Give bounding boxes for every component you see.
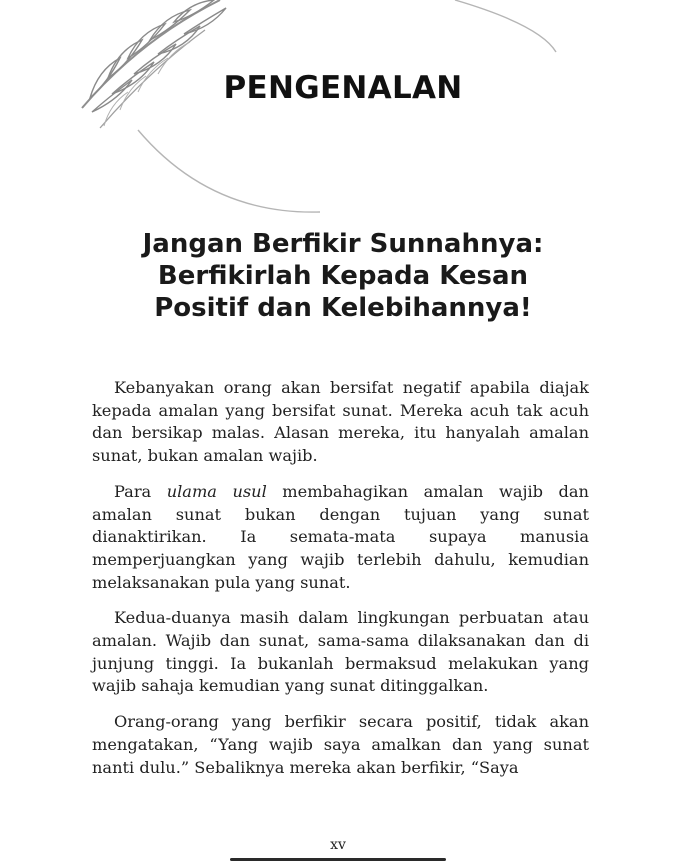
- italic-term: ulama usul: [166, 481, 267, 501]
- body-text: [92, 377, 589, 792]
- chapter-title: [0, 228, 676, 324]
- wheat-branch-icon: [0, 0, 676, 230]
- paragraph: Kedua-duanya masih dalam lingkungan perbuatan atau amalan. Wajib dan sunat, sama-sama dilaksanakan dan di junjung tinggi. Ia bukanlah bermaksud melakukan yang wajib sahaja kemudian yang sunat ditinggalkan.: [92, 608, 589, 696]
- title-line: Positif dan Kelebihannya!: [154, 293, 532, 323]
- title-line: Jangan Berfikir Sunnahnya:: [142, 229, 544, 259]
- page-number: xv: [330, 837, 346, 853]
- paragraph: Kebanyakan orang akan bersifat negatif apabila diajak kepada amalan yang bersifat sunat. Mereka acuh tak acuh dan bersikap malas. Alasan mereka, itu hanyalah amalan sunat, bukan amalan wajib.: [92, 378, 589, 466]
- paragraph-segment: membahagikan amalan wajib dan amalan sunat bukan dengan tujuan yang sunat dianaktirikan. Ia semata-mata supaya manusia memperjuangkan yang wajib terlebih dahulu, kemudian melaksanakan pula yang sunat.: [92, 481, 589, 592]
- title-line: Berfikirlah Kepada Kesan: [157, 261, 529, 291]
- chapter-heading: PENGENALAN: [223, 70, 463, 106]
- paragraph-segment: Para: [114, 481, 167, 501]
- paragraph: [92, 481, 589, 595]
- paragraph: Orang-orang yang berfikir secara positif, tidak akan mengatakan, “Yang wajib saya amalkan dan yang sunat nanti dulu.” Sebaliknya mereka akan berfikir, “Saya: [92, 712, 589, 777]
